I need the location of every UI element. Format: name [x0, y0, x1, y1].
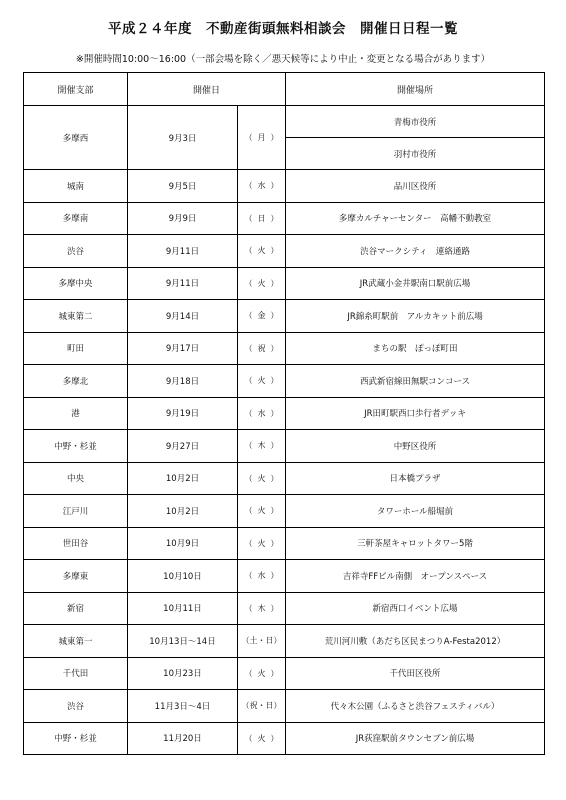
weekday-label: 火: [257, 376, 266, 386]
date-cell: 10月10日: [128, 560, 238, 593]
branch-cell: 新宿: [24, 592, 128, 625]
paren-open: （: [244, 441, 253, 451]
paren-open: （: [241, 636, 250, 646]
weekday-label: 火: [257, 733, 266, 743]
weekday-cell: [238, 202, 286, 235]
table-row: [24, 397, 545, 430]
paren-open: （: [244, 311, 253, 321]
date-cell: 9月9日: [128, 202, 238, 235]
weekday-cell: [238, 365, 286, 398]
weekday-label: 金: [257, 311, 266, 321]
paren-close: ）: [270, 538, 279, 548]
paren-open: （: [244, 538, 253, 548]
paren-close: ）: [270, 133, 279, 142]
branch-cell: 城東第一: [24, 625, 128, 658]
table-row: [24, 106, 545, 138]
paren-open: （: [244, 733, 253, 743]
branch-cell: 多摩南: [24, 202, 128, 235]
branch-cell: 多摩北: [24, 365, 128, 398]
table-row: [24, 592, 545, 625]
branch-cell: 城東第二: [24, 300, 128, 333]
paren-close: ）: [270, 473, 279, 483]
weekday-cell: [238, 267, 286, 300]
weekday-cell: [238, 527, 286, 560]
branch-cell: 世田谷: [24, 527, 128, 560]
location-cell: 渋谷マークシティ 連絡通路: [286, 235, 545, 268]
weekday-label: 火: [257, 473, 266, 483]
table-row: [24, 722, 545, 755]
paren-close: ）: [270, 246, 279, 256]
paren-open: （: [244, 473, 253, 483]
date-cell: 11月20日: [128, 722, 238, 755]
weekday-label: 日: [257, 213, 266, 223]
table-row: [24, 657, 545, 690]
table-row: [24, 365, 545, 398]
table-row: [24, 430, 545, 463]
location-cell: JR田町駅西口歩行者デッキ: [286, 397, 545, 430]
location-cell: 千代田区役所: [286, 657, 545, 690]
paren-close: ）: [270, 603, 279, 613]
date-cell: 10月2日: [128, 495, 238, 528]
location-cell: 三軒茶屋キャロットタワー5階: [286, 527, 545, 560]
weekday-cell: [238, 625, 286, 658]
weekday-cell: [238, 722, 286, 755]
date-cell: 9月11日: [128, 267, 238, 300]
paren-open: （: [244, 133, 253, 142]
location-cell: タワーホール船堀前: [286, 495, 545, 528]
weekday-cell: [238, 430, 286, 463]
paren-open: （: [244, 213, 253, 223]
branch-cell: 中野・杉並: [24, 430, 128, 463]
branch-cell: 中央: [24, 462, 128, 495]
paren-open: （: [244, 376, 253, 386]
date-cell: 9月5日: [128, 170, 238, 203]
date-cell: 10月2日: [128, 462, 238, 495]
schedule-table: [23, 72, 545, 755]
weekday-label: 火: [257, 506, 266, 516]
paren-close: ）: [270, 668, 279, 678]
location-cell: 吉祥寺FFビル南側 オープンスペース: [286, 560, 545, 593]
weekday-label: 水: [257, 571, 266, 581]
branch-cell: 渋谷: [24, 690, 128, 723]
table-row: [24, 495, 545, 528]
weekday-cell: [238, 397, 286, 430]
paren-open: （: [244, 506, 253, 516]
location-cell: 品川区役所: [286, 170, 545, 203]
paren-close: ）: [270, 441, 279, 451]
date-cell: 10月23日: [128, 657, 238, 690]
weekday-cell: [238, 592, 286, 625]
paren-close: ）: [270, 213, 279, 223]
weekday-cell: [238, 106, 286, 170]
date-cell: 9月14日: [128, 300, 238, 333]
branch-cell: 多摩中央: [24, 267, 128, 300]
branch-cell: 中野・杉並: [24, 722, 128, 755]
date-cell: 9月17日: [128, 332, 238, 365]
location-cell: 代々木公園（ふるさと渋谷フェスティバル）: [286, 690, 545, 723]
paren-close: ）: [270, 408, 279, 418]
weekday-cell: [238, 170, 286, 203]
header-date: 開催日: [128, 73, 286, 106]
table-row: [24, 527, 545, 560]
weekday-label: 水: [257, 181, 266, 191]
table-row: [24, 332, 545, 365]
paren-close: ）: [273, 701, 282, 711]
location-cell: 日本橋プラザ: [286, 462, 545, 495]
date-cell: 9月3日: [128, 106, 238, 170]
location-cell: JR錦糸町駅前 アルカキット前広場: [286, 300, 545, 333]
date-cell: 9月19日: [128, 397, 238, 430]
branch-cell: 多摩東: [24, 560, 128, 593]
weekday-label: 土・日: [249, 636, 274, 646]
table-header-row: [24, 73, 545, 106]
paren-close: ）: [270, 571, 279, 581]
header-location: 開催場所: [286, 73, 545, 106]
paren-open: （: [244, 246, 253, 256]
page-title: 平成２４年度 不動産街頭無料相談会 開催日日程一覧: [108, 21, 458, 37]
paren-open: （: [244, 668, 253, 678]
paren-open: （: [244, 408, 253, 418]
paren-open: （: [244, 603, 253, 613]
weekday-label: 火: [257, 668, 266, 678]
weekday-label: 水: [257, 408, 266, 418]
location-cell: 羽村市役所: [286, 138, 545, 170]
branch-cell: 江戸川: [24, 495, 128, 528]
location-cell: 中野区役所: [286, 430, 545, 463]
weekday-label: 火: [257, 538, 266, 548]
weekday-label: 木: [257, 603, 266, 613]
schedule-note: ※開催時間10:00～16:00（一部会場を除く／悪天候等により中止・変更となる場合があります）: [75, 54, 491, 65]
date-cell: 9月11日: [128, 235, 238, 268]
paren-close: ）: [270, 376, 279, 386]
paren-open: （: [244, 343, 253, 353]
paren-close: ）: [270, 733, 279, 743]
location-cell: 荒川河川敷（あだち区民まつりA-Festa2012）: [286, 625, 545, 658]
paren-open: （: [244, 278, 253, 288]
header-branch: 開催支部: [24, 73, 128, 106]
branch-cell: 城南: [24, 170, 128, 203]
location-cell: JR武蔵小金井駅南口駅前広場: [286, 267, 545, 300]
weekday-cell: [238, 560, 286, 593]
location-cell: 西武新宿線田無駅コンコース: [286, 365, 545, 398]
branch-cell: 渋谷: [24, 235, 128, 268]
date-cell: 11月3日～4日: [128, 690, 238, 723]
weekday-label: 祝: [257, 343, 266, 353]
table-row: [24, 300, 545, 333]
location-cell: 多摩カルチャーセンター 高幡不動教室: [286, 202, 545, 235]
location-cell: 新宿西口イベント広場: [286, 592, 545, 625]
paren-open: （: [241, 701, 250, 711]
table-row: [24, 462, 545, 495]
weekday-cell: [238, 462, 286, 495]
schedule-body: [24, 106, 545, 755]
paren-close: ）: [270, 278, 279, 288]
table-row: [24, 560, 545, 593]
location-cell: JR荻窪駅前タウンセブン前広場: [286, 722, 545, 755]
date-cell: 9月27日: [128, 430, 238, 463]
branch-cell: 多摩西: [24, 106, 128, 170]
branch-cell: 港: [24, 397, 128, 430]
date-cell: 10月13日～14日: [128, 625, 238, 658]
weekday-cell: [238, 657, 286, 690]
paren-close: ）: [270, 506, 279, 516]
table-row: [24, 690, 545, 723]
date-cell: 10月9日: [128, 527, 238, 560]
branch-cell: 千代田: [24, 657, 128, 690]
weekday-cell: [238, 235, 286, 268]
paren-close: ）: [270, 311, 279, 321]
table-row: [24, 235, 545, 268]
paren-close: ）: [270, 343, 279, 353]
weekday-cell: [238, 495, 286, 528]
table-row: [24, 170, 545, 203]
paren-open: （: [244, 571, 253, 581]
weekday-label: 月: [257, 133, 266, 142]
paren-close: ）: [273, 636, 282, 646]
paren-close: ）: [270, 181, 279, 191]
date-cell: 10月11日: [128, 592, 238, 625]
table-row: [24, 267, 545, 300]
weekday-cell: [238, 690, 286, 723]
weekday-label: 祝・日: [249, 701, 274, 711]
weekday-cell: [238, 332, 286, 365]
weekday-cell: [238, 300, 286, 333]
date-cell: 9月18日: [128, 365, 238, 398]
branch-cell: 町田: [24, 332, 128, 365]
weekday-label: 火: [257, 278, 266, 288]
paren-open: （: [244, 181, 253, 191]
table-row: [24, 202, 545, 235]
weekday-label: 木: [257, 441, 266, 451]
location-cell: まちの駅 ぽっぽ町田: [286, 332, 545, 365]
table-row: [24, 625, 545, 658]
weekday-label: 火: [257, 246, 266, 256]
location-cell: 青梅市役所: [286, 106, 545, 138]
